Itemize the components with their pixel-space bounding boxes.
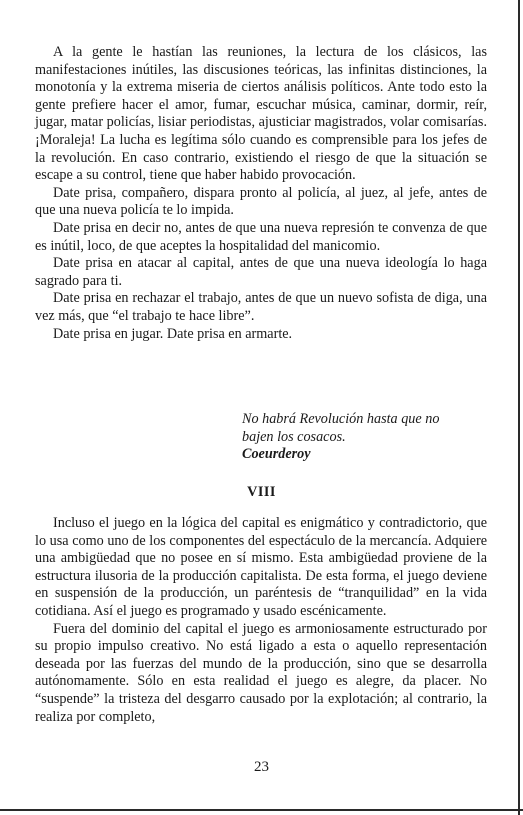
epigraph-line-1: No habrá Revolución hasta que no — [242, 411, 440, 427]
paragraph-7: Incluso el juego en la lógica del capital es enigmático y contradictorio, que lo usa como uno de los componentes del espectáculo de la mercancía. Adquiere una ambigüedad que no posee en sí mismo. Esta ambigüedad proviene de la estructura ilusoria de la producción capitalista. De esta forma, el juego deviene en suspensión de la producción, un paréntesis de “tranquilidad” en la vida cotidiana. Así el juego es programado y usado escénicamente. — [35, 515, 487, 619]
paragraph-2: Date prisa, compañero, dispara pronto al policía, al juez, al jefe, antes de que una nueva policía te lo impida. — [35, 184, 487, 219]
body-text-section-2 — [35, 515, 487, 726]
paragraph-5: Date prisa en rechazar el trabajo, antes de que un nuevo sofista de diga, una vez más, que “el trabajo te hace libre”. — [35, 290, 487, 324]
page-edge-bottom — [0, 809, 523, 811]
paragraph-8: Fuera del dominio del capital el juego es armoniosamente estructurado por su propio impulso creativo. No está ligado a esta o aquello representación deseada por las fuerzas del mundo de la producción, sino que se desarrolla autónomamente. Sólo en esta realidad el juego es alegre, da placer. No “suspende” la tristeza del desgarro causado por la explotación; al contrario, la realiza por completo, — [35, 620, 487, 725]
body-text-section-1 — [35, 44, 487, 343]
page-number: 23 — [254, 759, 269, 775]
paragraph-4: Date prisa en atacar al capital, antes de que una nueva ideología lo haga sagrado para ti. — [35, 255, 487, 289]
paragraph-6: Date prisa en jugar. Date prisa en armarte. — [53, 325, 293, 342]
epigraph — [242, 411, 482, 464]
paragraph-1: A la gente le hastían las reuniones, la lectura de los clásicos, las manifestaciones inútiles, las discusiones teóricas, las infinitas distinciones, la monotonía y la extrema miseria de ciertos análisis políticos. Ante todo esto la gente prefiere hacer el amor, fumar, escuchar música, caminar, dormir, reír, jugar, matar policías, lisiar periodistas, ajusticiar magistrados, volar comisarías. ¡Moraleja! La lucha es legítima sólo cuando es comprensible para los jefes de la revolución. En caso contrario, existiendo el riesgo de que la situación se escape a su control, tiene que haber habido provocación. — [35, 44, 487, 184]
epigraph-author: Coeurderoy — [242, 446, 311, 463]
section-heading: VIII — [247, 484, 276, 500]
epigraph-line-2: bajen los cosacos. — [242, 428, 346, 445]
paragraph-3: Date prisa en decir no, antes de que una nueva represión te convenza de que es inútil, loco, de que aceptes la hospitalidad del manicomio. — [35, 219, 487, 254]
page-edge-right — [518, 0, 520, 815]
